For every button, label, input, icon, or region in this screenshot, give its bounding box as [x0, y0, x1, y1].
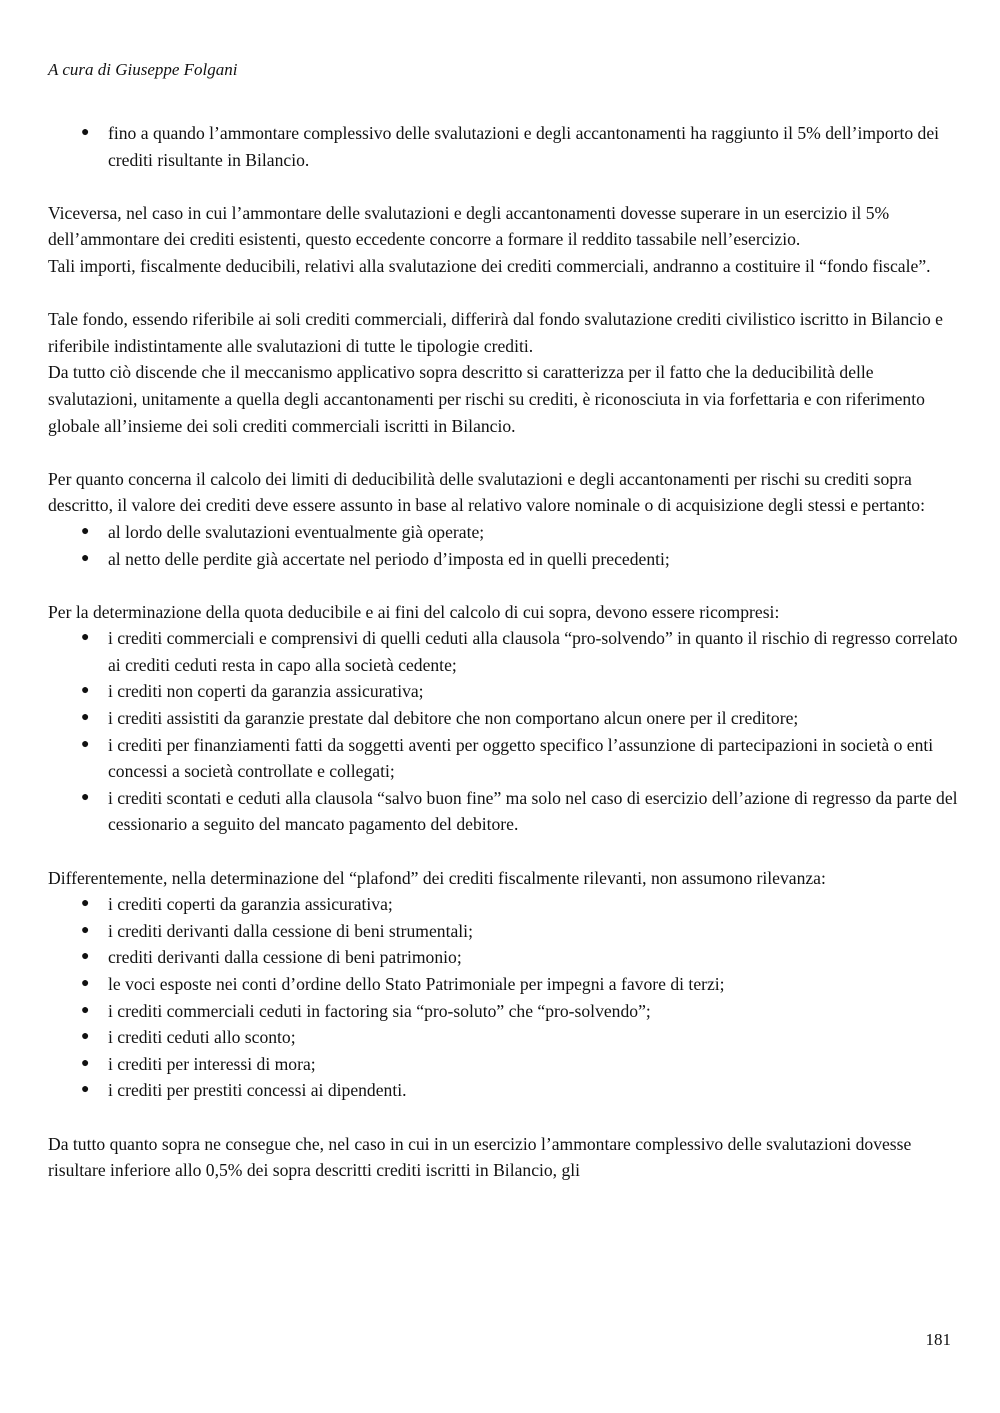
bullet-icon: ●: [81, 1002, 90, 1018]
list-item: ● al lordo delle svalutazioni eventualmente già operate;: [48, 519, 958, 546]
list-item: ● i crediti per finanziamenti fatti da soggetti aventi per oggetto specifico l’assunzione di partecipazioni in società o enti concessi a società controllate e collegati;: [48, 732, 958, 785]
bullet-icon: ●: [81, 1029, 90, 1045]
list-item: ● i crediti non coperti da garanzia assicurativa;: [48, 678, 958, 705]
bullet-icon: ●: [81, 1055, 90, 1071]
page-number: 181: [925, 1330, 951, 1349]
bullet-list-included: [48, 625, 958, 838]
bullet-icon: ●: [81, 550, 90, 566]
bullet-list-valuation: [48, 519, 958, 572]
list-item: ● i crediti derivanti dalla cessione di beni strumentali;: [48, 918, 958, 945]
bullet-icon: ●: [81, 710, 90, 726]
list-item: ● i crediti scontati e ceduti alla clausola “salvo buon fine” ma solo nel caso di esercizio dell’azione di regresso da parte del cessionario a seguito del mancato pagamento del debitore.: [48, 785, 958, 838]
bullet-icon: ●: [81, 976, 90, 991]
list-item: ● i crediti assistiti da garanzie prestate dal debitore che non comportano alcun onere per il creditore;: [48, 705, 958, 732]
paragraph: Tale fondo, essendo riferibile ai soli crediti commerciali, differirà dal fondo svalutazione crediti civilistico iscritto in Bilancio e riferibile indistintamente alle svalutazioni di tutte le tipologie crediti.: [48, 309, 943, 356]
list-item: ● i crediti ceduti allo sconto;: [48, 1024, 958, 1051]
list-item: ● i crediti per interessi di mora;: [48, 1051, 958, 1078]
list-item: ● i crediti per prestiti concessi ai dipendenti.: [48, 1077, 958, 1104]
list-item: ● al netto delle perdite già accertate nel periodo d’imposta ed in quelli precedenti;: [48, 546, 958, 573]
list-item: ● i crediti coperti da garanzia assicurativa;: [48, 891, 958, 918]
bullet-list-excluded: [48, 891, 958, 1104]
bullet-list-intro: [48, 120, 958, 173]
paragraph: Tali importi, fiscalmente deducibili, relativi alla svalutazione dei crediti commerciali, andranno a costituire il “fondo fiscale”.: [48, 255, 931, 276]
bullet-icon: ●: [81, 1082, 90, 1098]
bullet-icon: ●: [81, 630, 90, 646]
bullet-icon: ●: [81, 736, 90, 752]
page-body: [48, 120, 958, 1184]
bullet-icon: ●: [81, 125, 90, 140]
list-item: ● fino a quando l’ammontare complessivo delle svalutazioni e degli accantonamenti ha raggiunto il 5% dell’importo dei crediti risultante in Bilancio.: [48, 120, 958, 173]
paragraph: Da tutto ciò discende che il meccanismo applicativo sopra descritto si caratterizza per il fatto che la deducibilità delle svalutazioni, unitamente a quella degli accantonamenti per rischi su crediti, è riconosciuta in via forfettaria e con riferimento globale all’insieme dei soli crediti commerciali iscritti in Bilancio.: [48, 362, 925, 436]
bullet-icon: ●: [81, 789, 90, 805]
list-item: ● i crediti commerciali ceduti in factoring sia “pro-soluto” che “pro-solvendo”;: [48, 998, 958, 1025]
bullet-icon: ●: [81, 523, 90, 539]
paragraph: Da tutto quanto sopra ne consegue che, nel caso in cui in un esercizio l’ammontare complessivo delle svalutazioni dovesse risultare inferiore allo 0,5% dei sopra descritti crediti iscritti in Bilancio, gli: [48, 1133, 912, 1181]
running-header: A cura di Giuseppe Folgani: [48, 60, 238, 79]
list-item: ● i crediti commerciali e comprensivi di quelli ceduti alla clausola “pro-solvendo” in quanto il rischio di regresso correlato ai crediti ceduti resta in capo alla società cedente;: [48, 625, 958, 678]
list-item: ● le voci esposte nei conti d’ordine dello Stato Patrimoniale per impegni a favore di terzi;: [48, 971, 958, 998]
bullet-icon: ●: [81, 683, 90, 699]
paragraph: Viceversa, nel caso in cui l’ammontare delle svalutazioni e degli accantonamenti dovesse superare in un esercizio il 5% dell’ammontare dei crediti esistenti, questo eccedente concorre a formare il reddito tassabile nell’esercizio.: [48, 202, 890, 250]
bullet-icon: ●: [81, 896, 90, 912]
bullet-icon: ●: [81, 922, 90, 938]
paragraph: Differentemente, nella determinazione del “plafond” dei crediti fiscalmente rilevanti, non assumono rilevanza:: [48, 867, 826, 888]
bullet-icon: ●: [81, 949, 90, 965]
list-item: ● crediti derivanti dalla cessione di beni patrimonio;: [48, 944, 958, 971]
paragraph: Per la determinazione della quota deducibile e ai fini del calcolo di cui sopra, devono essere ricompresi:: [48, 601, 780, 622]
paragraph: Per quanto concerna il calcolo dei limiti di deducibilità delle svalutazioni e degli accantonamenti per rischi su crediti sopra descritto, il valore dei crediti deve essere assunto in base al relativo valore nominale o di acquisizione degli stessi e pertanto:: [48, 468, 925, 516]
